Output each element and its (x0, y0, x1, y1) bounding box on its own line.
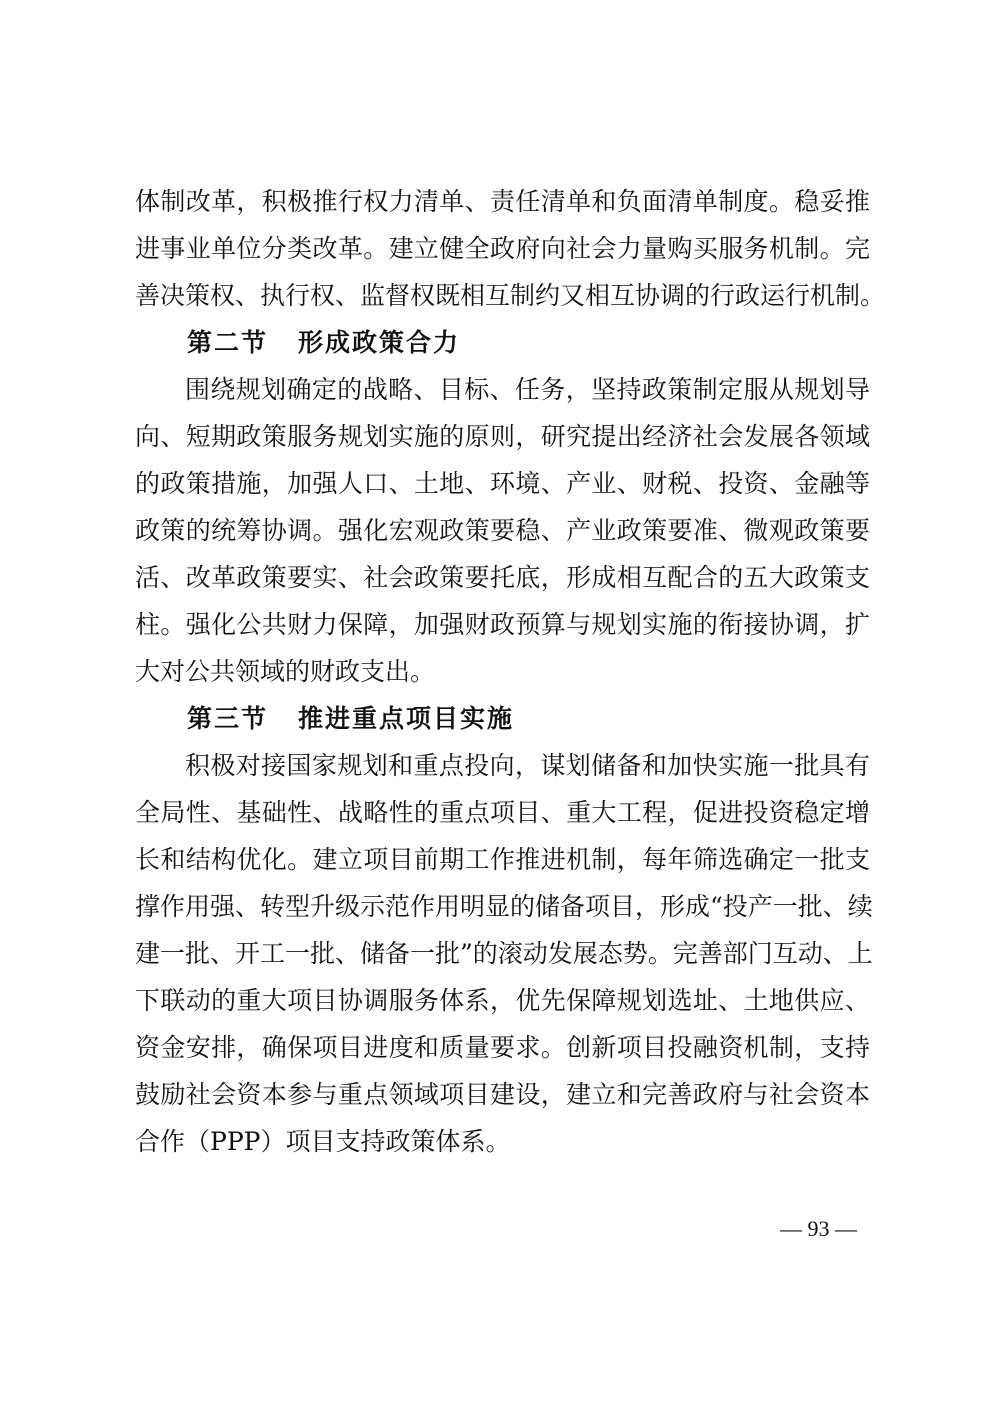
paragraph-continuation (135, 178, 886, 319)
section-heading-3 (135, 695, 870, 742)
text-line: 鼓励社会资本参与重点领域项目建设，建立和完善政府与社会资本 (135, 1080, 870, 1109)
text-line: 善决策权、执行权、监督权既相互制约又相互协调的行政运行机制。 (135, 281, 886, 310)
text-line: 撑作用强、转型升级示范作用明显的储备项目，形成“投产一批、续 (135, 892, 873, 921)
text-line: 的政策措施，加强人口、土地、环境、产业、财税、投资、金融等 (135, 469, 870, 498)
text-line: 向、短期政策服务规划实施的原则，研究提出经济社会发展各领域 (135, 422, 870, 451)
text-line: 政策的统筹协调。强化宏观政策要稳、产业政策要准、微观政策要 (135, 516, 870, 545)
text-line: 进事业单位分类改革。建立健全政府向社会力量购买服务机制。完 (135, 234, 870, 263)
section-3-paragraph (135, 742, 873, 1165)
text-line: 柱。强化公共财力保障，加强财政预算与规划实施的衔接协调，扩 (135, 610, 870, 639)
text-line: 全局性、基础性、战略性的重点项目、重大工程，促进投资稳定增 (135, 798, 870, 827)
text-line: 活、改革政策要实、社会政策要托底，形成相互配合的五大政策支 (135, 563, 870, 592)
section-title: 推进重点项目实施 (298, 704, 515, 733)
text-line: 下联动的重大项目协调服务体系，优先保障规划选址、土地供应、 (135, 986, 870, 1015)
section-number: 第三节 (187, 704, 269, 733)
text-line: 大对公共领域的财政支出。 (135, 657, 436, 686)
section-number: 第二节 (187, 328, 269, 357)
text-line: 体制改革，积极推行权力清单、责任清单和负面清单制度。稳妥推 (135, 187, 870, 216)
section-title: 形成政策合力 (298, 328, 461, 357)
page-number: — 93 — (780, 1216, 857, 1241)
text-line: 资金安排，确保项目进度和质量要求。创新项目投融资机制，支持 (135, 1033, 870, 1062)
section-2-paragraph (135, 366, 870, 695)
text-line: 积极对接国家规划和重点投向，谋划储备和加快实施一批具有 (185, 751, 870, 780)
text-line: 合作（PPP）项目支持政策体系。 (135, 1127, 511, 1156)
text-line: 建一批、开工一批、储备一批”的滚动发展态势。完善部门互动、上 (135, 939, 873, 968)
document-body (135, 178, 886, 1165)
section-heading-2 (135, 319, 870, 366)
text-line: 长和结构优化。建立项目前期工作推进机制，每年筛选确定一批支 (135, 845, 870, 874)
text-line: 围绕规划确定的战略、目标、任务，坚持政策制定服从规划导 (185, 375, 870, 404)
